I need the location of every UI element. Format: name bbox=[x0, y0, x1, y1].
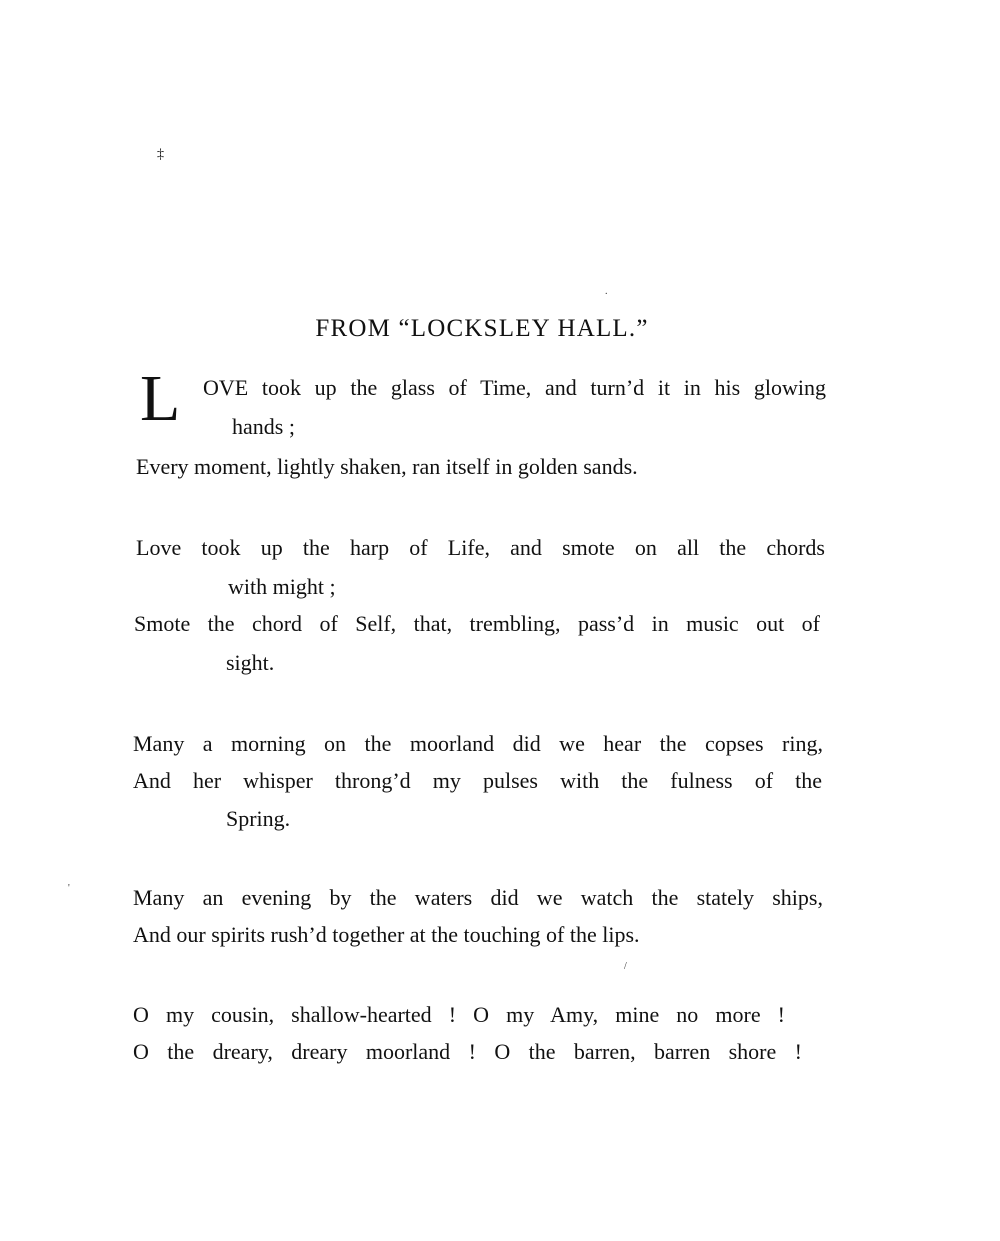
print-speck: . bbox=[605, 286, 608, 297]
poem-line: And her whisper throng’d my pulses with the fulness of the bbox=[133, 768, 822, 793]
page-ornament-mark: ‡ bbox=[157, 147, 164, 162]
poem-line: Love took up the harp of Life, and smote on all the chords bbox=[136, 535, 825, 560]
poem-line: Many an evening by the waters did we watch the stately ships, bbox=[133, 885, 823, 910]
poem-line: And our spirits rush’d together at the touching of the lips. bbox=[133, 922, 640, 947]
print-speck: ' bbox=[68, 883, 70, 894]
poem-line-continuation: Spring. bbox=[226, 806, 291, 831]
poem-line-continuation: with might ; bbox=[228, 574, 336, 599]
drop-cap: L bbox=[140, 362, 181, 435]
poem-line: Smote the chord of Self, that, trembling, pass’d in music out of bbox=[134, 611, 820, 636]
poem-line: OVE took up the glass of Time, and turn’d it in his glowing bbox=[203, 375, 826, 400]
poem-line: Every moment, lightly shaken, ran itself in golden sands. bbox=[136, 454, 638, 479]
poem-line-continuation: hands ; bbox=[232, 414, 295, 439]
poem-title: FROM “LOCKSLEY HALL.” bbox=[315, 315, 649, 342]
poem-line: O the dreary, dreary moorland ! O the barren, barren shore ! bbox=[133, 1039, 802, 1064]
poem-line: O my cousin, shallow-hearted ! O my Amy, mine no more ! bbox=[133, 1002, 785, 1027]
print-speck: / bbox=[624, 961, 627, 972]
poem-line: Many a morning on the moorland did we hear the copses ring, bbox=[133, 731, 823, 756]
poem-line-continuation: sight. bbox=[226, 650, 275, 675]
